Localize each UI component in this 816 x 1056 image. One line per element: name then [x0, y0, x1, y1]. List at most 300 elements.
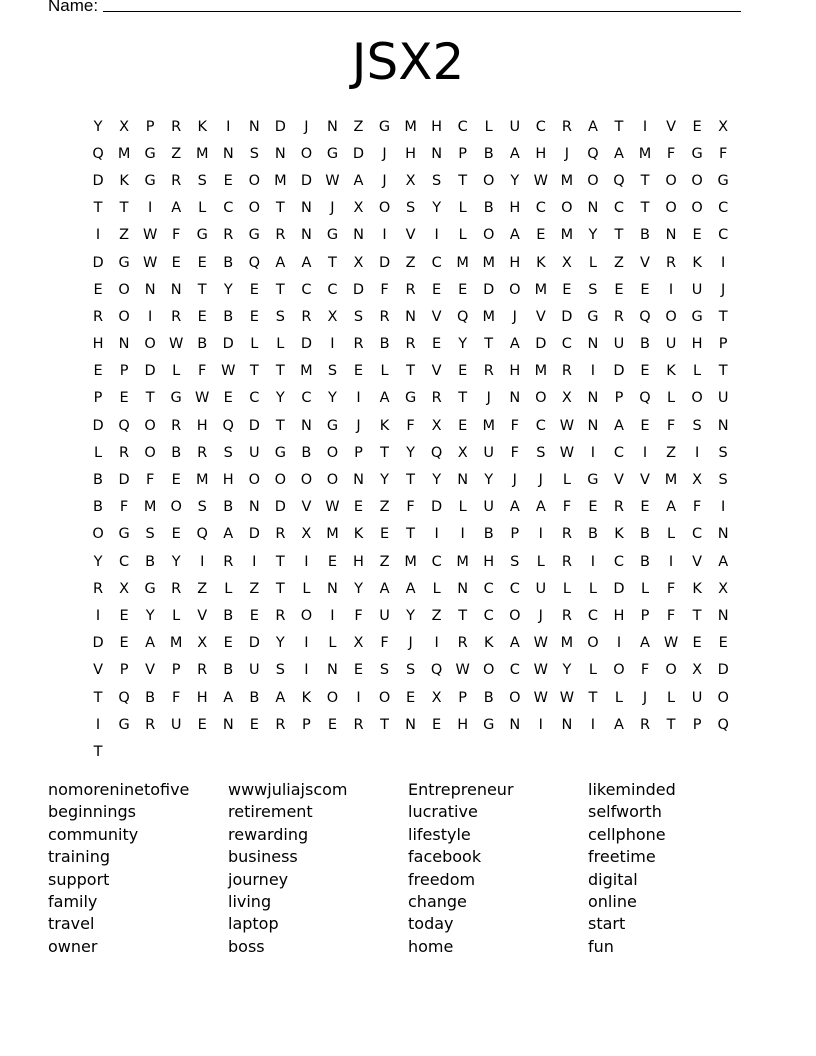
grid-letter: J — [512, 308, 517, 325]
grid-letter: I — [668, 281, 674, 298]
grid-letter: T — [666, 716, 676, 733]
grid-letter: Y — [275, 390, 285, 407]
grid-letter: R — [171, 417, 182, 434]
grid-letter: M — [274, 172, 287, 189]
word-item: fun — [588, 936, 614, 956]
grid-letter: X — [692, 472, 703, 489]
grid-letter: C — [509, 662, 520, 679]
grid-letter: N — [300, 227, 312, 244]
grid-letter: K — [301, 689, 312, 706]
grid-letter: T — [458, 607, 468, 624]
grid-letter: Y — [380, 472, 389, 489]
grid-letter: G — [404, 390, 417, 407]
grid-letter: K — [197, 118, 207, 135]
grid-letter: T — [406, 363, 416, 380]
grid-letter: M — [404, 553, 417, 570]
grid-letter: B — [223, 607, 234, 624]
grid-letter: P — [119, 363, 129, 380]
grid-letter: P — [145, 118, 155, 135]
grid-letter: T — [718, 363, 728, 380]
grid-letter: G — [274, 444, 286, 461]
grid-letter: A — [718, 553, 729, 570]
grid-letter: E — [119, 635, 129, 652]
grid-letter: Y — [406, 444, 416, 461]
grid-letter: F — [666, 417, 676, 434]
grid-letter: O — [535, 390, 547, 407]
grid-letter: G — [326, 417, 339, 434]
grid-letter: Y — [93, 553, 103, 570]
grid-letter: H — [196, 689, 208, 706]
grid-letter: N — [587, 200, 599, 217]
grid-letter: R — [275, 716, 286, 733]
grid-letter: V — [535, 308, 546, 325]
grid-letter: D — [92, 254, 104, 271]
name-underline — [103, 10, 741, 12]
grid-letter: S — [327, 363, 338, 380]
grid-letter: Y — [275, 635, 285, 652]
grid-letter: L — [667, 526, 676, 543]
grid-letter: H — [509, 254, 521, 271]
grid-letter: P — [510, 526, 520, 543]
grid-letter: X — [327, 308, 338, 325]
grid-letter: C — [431, 553, 442, 570]
grid-letter: R — [197, 444, 208, 461]
grid-letter: X — [119, 580, 130, 597]
grid-letter: S — [692, 417, 702, 434]
word-column — [48, 779, 228, 958]
grid-letter: R — [561, 607, 572, 624]
grid-letter: B — [640, 227, 650, 244]
grid-letter: D — [274, 118, 286, 135]
grid-letter: J — [721, 281, 726, 298]
grid-letter: W — [325, 499, 340, 516]
grid-letter: R — [561, 526, 572, 543]
grid-letter: I — [330, 336, 335, 353]
grid-letter: O — [92, 526, 104, 543]
grid-letter: C — [301, 390, 312, 407]
grid-letter: K — [614, 526, 624, 543]
grid-letter: D — [378, 254, 391, 271]
grid-letter: L — [458, 200, 467, 217]
word-column — [588, 779, 768, 958]
grid-letter: F — [692, 499, 702, 516]
grid-letter: C — [613, 553, 625, 570]
grid-letter: B — [145, 553, 156, 570]
grid-letter: F — [354, 607, 363, 624]
grid-letter: L — [562, 580, 571, 597]
grid-letter: B — [223, 662, 234, 679]
grid-letter: G — [144, 580, 156, 597]
grid-letter: D — [561, 308, 573, 325]
grid-letter: C — [692, 526, 703, 543]
grid-letter: C — [535, 417, 546, 434]
grid-letter: F — [640, 662, 650, 679]
grid-letter: F — [198, 363, 207, 380]
word-item: laptop — [228, 914, 279, 934]
grid-letter: L — [614, 689, 623, 706]
grid-letter: N — [509, 716, 521, 733]
grid-letter: G — [691, 145, 703, 162]
grid-letter: M — [482, 308, 495, 325]
grid-letter: E — [223, 635, 233, 652]
grid-letter: P — [171, 662, 181, 679]
grid-letter: Q — [118, 689, 130, 706]
grid-letter: V — [405, 227, 416, 244]
grid-letter: H — [353, 553, 364, 570]
grid-letter: O — [248, 200, 261, 217]
grid-letter: Q — [222, 417, 234, 434]
grid-letter: P — [718, 336, 728, 353]
grid-letter: N — [587, 336, 599, 353]
grid-letter: E — [588, 499, 598, 516]
grid-letter: F — [666, 580, 676, 597]
grid-letter: J — [356, 417, 361, 434]
grid-letter: T — [588, 689, 598, 706]
grid-letter: E — [119, 390, 129, 407]
grid-letter: E — [197, 716, 207, 733]
grid-letter: R — [223, 553, 234, 570]
grid-letter: W — [559, 444, 575, 461]
grid-letter: U — [379, 607, 390, 624]
grid-letter: I — [434, 227, 439, 244]
grid-letter: E — [197, 308, 207, 325]
grid-letter: C — [483, 607, 494, 624]
grid-letter: A — [509, 227, 520, 244]
grid-letter: X — [405, 172, 416, 189]
grid-letter: H — [483, 553, 495, 570]
grid-letter: E — [327, 553, 338, 570]
grid-letter: S — [405, 662, 416, 679]
word-item: living — [228, 891, 272, 911]
grid-letter: E — [379, 526, 390, 543]
grid-letter: M — [117, 145, 131, 162]
grid-letter: G — [378, 118, 391, 135]
grid-letter: N — [248, 499, 260, 516]
grid-letter: S — [197, 499, 207, 516]
grid-letter: I — [226, 118, 231, 135]
word-item: likeminded — [588, 780, 676, 799]
grid-letter: R — [119, 444, 130, 461]
grid-letter: Y — [562, 662, 572, 679]
grid-letter: R — [561, 363, 572, 380]
word-item: Entrepreneur — [408, 780, 514, 799]
grid-letter: O — [665, 172, 677, 189]
grid-letter: K — [483, 635, 494, 652]
grid-letter: W — [533, 662, 548, 679]
grid-letter: L — [198, 200, 207, 217]
word-item: family — [48, 891, 98, 911]
grid-letter: E — [171, 526, 181, 543]
grid-letter: X — [457, 444, 468, 461]
grid-letter: E — [432, 716, 442, 733]
grid-letter: I — [721, 499, 726, 516]
grid-letter: J — [330, 200, 335, 217]
grid-letter: P — [354, 444, 363, 461]
grid-letter: C — [509, 580, 520, 597]
grid-letter: H — [431, 118, 443, 135]
grid-letter: A — [666, 499, 677, 516]
grid-letter: B — [145, 689, 156, 706]
grid-letter: N — [717, 607, 729, 624]
grid-letter: E — [93, 363, 103, 380]
word-item: training — [48, 847, 110, 867]
grid-letter: F — [406, 417, 415, 434]
grid-letter: E — [93, 281, 103, 298]
grid-letter: E — [614, 281, 624, 298]
grid-letter: C — [561, 336, 572, 353]
grid-letter: N — [170, 281, 182, 298]
grid-letter: O — [326, 472, 339, 489]
grid-letter: E — [197, 254, 207, 271]
word-item: freetime — [588, 847, 656, 867]
grid-letter: I — [590, 553, 596, 570]
grid-letter: C — [431, 254, 442, 271]
grid-letter: W — [559, 417, 575, 434]
grid-letter: U — [665, 336, 677, 353]
grid-letter: O — [144, 444, 156, 461]
grid-letter: N — [587, 417, 599, 434]
grid-letter: L — [693, 363, 702, 380]
grid-letter: O — [144, 336, 156, 353]
grid-letter: A — [614, 716, 624, 733]
grid-letter: R — [275, 227, 286, 244]
grid-letter: C — [535, 118, 546, 135]
grid-letter: Q — [248, 254, 261, 271]
grid-letter: L — [588, 254, 597, 271]
grid-letter: M — [404, 118, 417, 135]
grid-letter: P — [458, 145, 468, 162]
grid-letter: F — [119, 499, 129, 516]
grid-letter: E — [223, 390, 233, 407]
grid-letter: M — [456, 553, 469, 570]
grid-letter: O — [691, 172, 703, 189]
grid-letter: R — [353, 716, 364, 733]
grid-letter: M — [143, 499, 157, 516]
word-item: beginnings — [48, 802, 136, 822]
grid-letter: Y — [484, 472, 494, 489]
grid-letter: I — [382, 227, 387, 244]
grid-letter: X — [692, 662, 703, 679]
grid-letter: E — [249, 308, 259, 325]
grid-letter: R — [483, 363, 494, 380]
grid-letter: J — [304, 118, 309, 135]
grid-letter: B — [223, 499, 234, 516]
grid-letter: O — [509, 281, 521, 298]
grid-letter: D — [352, 145, 365, 162]
grid-letter: S — [379, 662, 390, 679]
grid-letter: D — [92, 635, 104, 652]
grid-letter: S — [432, 172, 442, 189]
grid-letter: M — [534, 363, 548, 380]
word-item: retirement — [228, 802, 313, 822]
grid-letter: E — [223, 172, 233, 189]
grid-letter: Q — [639, 308, 651, 325]
grid-letter: M — [195, 145, 209, 162]
grid-letter: B — [587, 526, 598, 543]
grid-letter: R — [301, 308, 312, 325]
grid-letter: N — [353, 472, 364, 489]
grid-letter: R — [405, 281, 416, 298]
grid-letter: P — [119, 662, 129, 679]
grid-letter: S — [223, 444, 233, 461]
word-item: business — [228, 847, 298, 867]
grid-letter: R — [457, 635, 468, 652]
grid-letter: N — [248, 118, 260, 135]
grid-letter: E — [171, 254, 181, 271]
grid-letter: U — [613, 336, 625, 353]
grid-letter: Q — [587, 145, 599, 162]
grid-letter: R — [92, 580, 104, 597]
grid-letter: G — [717, 172, 729, 189]
grid-letter: R — [223, 227, 234, 244]
grid-letter: B — [197, 336, 208, 353]
grid-letter: W — [325, 172, 340, 189]
grid-letter: B — [93, 499, 103, 516]
word-item: lifestyle — [408, 824, 471, 844]
grid-letter: E — [640, 499, 650, 516]
grid-letter: H — [405, 145, 417, 162]
grid-letter: U — [717, 390, 729, 407]
grid-letter: D — [248, 417, 260, 434]
grid-letter: Q — [92, 145, 104, 162]
grid-letter: Z — [405, 254, 416, 271]
grid-letter: E — [327, 716, 338, 733]
grid-letter: E — [640, 417, 650, 434]
grid-letter: E — [119, 607, 129, 624]
grid-letter: L — [562, 472, 571, 489]
grid-letter: I — [616, 635, 622, 652]
grid-letter: A — [145, 635, 156, 652]
grid-letter: O — [665, 662, 677, 679]
grid-letter: I — [95, 607, 101, 624]
grid-letter: A — [223, 526, 234, 543]
grid-letter: S — [197, 172, 207, 189]
name-label: Name: — [48, 0, 99, 15]
grid-letter: W — [142, 254, 158, 271]
grid-letter: S — [275, 662, 285, 679]
grid-letter: L — [432, 580, 441, 597]
grid-letter: A — [379, 580, 390, 597]
grid-letter: M — [560, 172, 574, 189]
grid-letter: N — [300, 200, 312, 217]
grid-letter: E — [692, 635, 702, 652]
grid-letter: Q — [613, 172, 625, 189]
grid-letter: I — [642, 118, 648, 135]
grid-letter: G — [144, 172, 156, 189]
word-item: boss — [228, 936, 265, 956]
grid-letter: X — [353, 200, 364, 217]
grid-letter: M — [560, 227, 574, 244]
grid-letter: C — [301, 281, 312, 298]
grid-letter: M — [300, 363, 313, 380]
grid-letter: V — [431, 363, 442, 380]
grid-letter: F — [666, 145, 676, 162]
grid-letter: D — [613, 363, 625, 380]
grid-letter: G — [170, 390, 182, 407]
grid-letter: A — [587, 118, 598, 135]
word-bank — [48, 779, 768, 958]
grid-letter: N — [300, 417, 312, 434]
grid-letter: F — [406, 499, 415, 516]
word-item: community — [48, 824, 139, 844]
grid-letter: E — [249, 281, 259, 298]
grid-letter: T — [275, 363, 285, 380]
grid-letter: C — [587, 607, 598, 624]
grid-letter: E — [353, 662, 364, 679]
grid-letter: P — [302, 716, 311, 733]
grid-letter: Y — [406, 607, 416, 624]
grid-letter: A — [171, 200, 182, 217]
grid-letter: Z — [249, 580, 260, 597]
grid-letter: I — [356, 689, 361, 706]
grid-letter: E — [406, 689, 416, 706]
grid-letter: M — [456, 254, 469, 271]
word-item: wwwjuliajscom — [228, 780, 348, 799]
grid-letter: O — [483, 172, 495, 189]
grid-letter: L — [302, 580, 311, 597]
grid-letter: S — [588, 281, 598, 298]
grid-letter: I — [721, 254, 726, 271]
grid-letter: E — [692, 118, 702, 135]
grid-letter: V — [145, 662, 156, 679]
grid-letter: R — [431, 390, 442, 407]
grid-letter: N — [665, 227, 677, 244]
grid-letter: F — [562, 499, 572, 516]
grid-letter: N — [509, 390, 521, 407]
word-item: support — [48, 869, 110, 889]
grid-letter: J — [538, 472, 543, 489]
word-item: cellphone — [588, 824, 666, 844]
grid-letter: X — [119, 118, 130, 135]
grid-letter: G — [144, 145, 156, 162]
grid-letter: I — [590, 363, 596, 380]
grid-letter: H — [535, 145, 547, 162]
grid-letter: H — [92, 336, 104, 353]
grid-letter: U — [509, 118, 521, 135]
grid-letter: E — [249, 716, 259, 733]
grid-letter: O — [300, 472, 313, 489]
grid-letter: T — [275, 553, 285, 570]
grid-letter: K — [666, 363, 676, 380]
grid-letter: R — [92, 308, 104, 325]
grid-letter: D — [431, 499, 443, 516]
grid-letter: J — [382, 145, 387, 162]
grid-letter: Y — [354, 580, 363, 597]
grid-letter: C — [223, 200, 234, 217]
grid-letter: G — [118, 254, 130, 271]
grid-letter: O — [587, 172, 599, 189]
grid-letter: E — [432, 281, 442, 298]
grid-letter: B — [93, 472, 103, 489]
grid-letter: K — [692, 254, 702, 271]
grid-letter: Z — [666, 444, 677, 461]
grid-letter: D — [274, 499, 286, 516]
grid-letter: A — [301, 254, 312, 271]
grid-letter: T — [119, 200, 129, 217]
grid-letter: G — [326, 227, 339, 244]
grid-letter: A — [405, 580, 416, 597]
grid-letter: H — [509, 200, 521, 217]
grid-letter: Z — [379, 499, 390, 516]
grid-letter: L — [588, 580, 597, 597]
grid-letter: H — [222, 472, 234, 489]
grid-letter: O — [300, 145, 313, 162]
grid-letter: Y — [93, 118, 103, 135]
grid-letter: A — [275, 254, 286, 271]
grid-letter: R — [405, 336, 416, 353]
grid-letter: N — [561, 716, 573, 733]
grid-letter: N — [717, 526, 729, 543]
